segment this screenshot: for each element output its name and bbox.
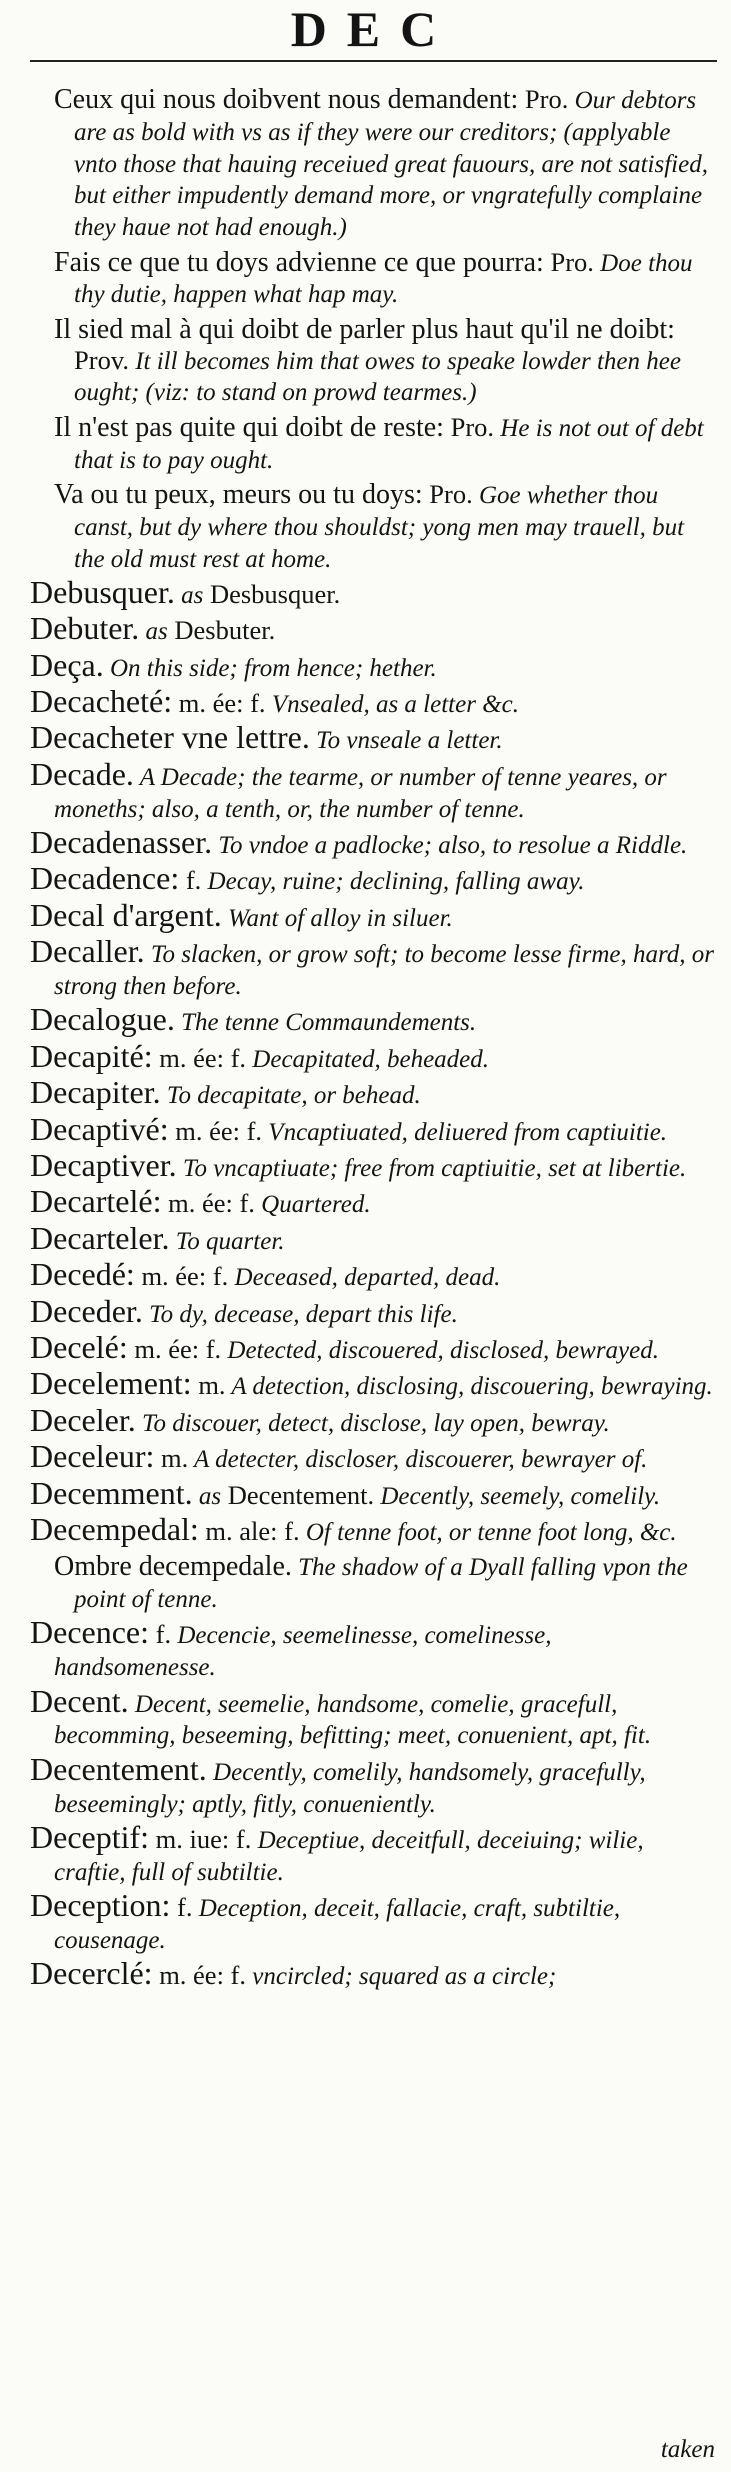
headword: Va ou tu peux, meurs ou tu doys: [54,478,423,510]
english-gloss: Decay, ruine; declining, falling away. [201,868,585,896]
proverb-entry [30,314,717,408]
dictionary-entry [30,824,717,861]
grammar-note: m. ée: f. [152,1960,247,1991]
english-gloss: Detected, discouered, disclosed, bewrayed. [221,1336,659,1364]
english-gloss: The tenne Commaundements. [174,1009,477,1037]
grammar-note: m. ée: f. [134,1261,229,1292]
english-gloss: To slacken, or grow soft; to become lesse firme, hard, or strong then before. [54,941,715,1001]
headword: Decadenasser. [30,824,213,861]
headword: Decentement. [30,1750,207,1787]
dictionary-entry [30,646,717,684]
headword: Decelement: [30,1365,192,1402]
headword: Deceptif: [30,1819,150,1856]
proverb-entry [30,247,717,311]
english-gloss: Our debtors are as bold with vs as if they were our creditors; (applyable vnto those that hauing receiued great fauours, are not satisfied, but either impudently demand more, or vngratefully complaine they haue not had enough.) [74,87,708,242]
headword: Decacheter vne lettre. [30,719,310,756]
english-gloss: To dy, decease, depart this life. [142,1300,458,1328]
headword: Decelé: [30,1328,128,1365]
english-gloss: vncircled; squared as a circle; [246,1963,557,1991]
proverb-entry [30,412,717,476]
english-gloss: as [192,1482,222,1510]
headword: Decalogue. [30,1001,175,1038]
english-gloss: Want of alloy in siluer. [221,904,453,932]
grammar-note: f. [170,1892,193,1923]
proverb-entry [30,479,717,574]
headword: Debuter. [30,610,140,647]
dictionary-entry [30,1955,717,1992]
english-gloss: To vnseale a letter. [309,727,503,755]
english-gloss: Vnsealed, as a letter &c. [265,691,519,719]
grammar-note: m. ale: f. [198,1515,300,1546]
dictionary-entry [30,860,717,897]
english-gloss: To vndoe a padlocke; also, to resolue a Riddle. [212,832,688,860]
grammar-note: f. [149,1619,172,1650]
dictionary-entry [30,755,717,825]
grammar-note: m. ée: f. [172,688,266,719]
proverb-entry [30,84,717,243]
english-gloss: Deceased, departed, dead. [228,1264,501,1292]
english-gloss: It ill becomes him that owes to speake lowder then hee ought; (viz: to stand on prowd tearmes.) [74,347,681,407]
dictionary-entry [30,1037,717,1075]
english-gloss: Decencie, seemelinesse, comelinesse, handsomenesse. [54,1622,552,1682]
english-gloss: To vncaptiuate; free from captiuitie, set at libertie. [176,1154,687,1182]
dictionary-entry [30,1219,717,1257]
headword: Decacheté: [30,683,173,720]
headword: Decedé: [30,1256,135,1293]
dictionary-entry [30,1110,717,1148]
headword: Ceux qui nous doibvent nous demandent: [54,84,519,115]
headword: Decaptiver. [30,1146,177,1183]
headword: Ombre decempedale. [54,1551,292,1583]
headword: Decent. [30,1682,129,1719]
headword: Deceler. [30,1401,136,1438]
english-gloss: Doe thou thy dutie, happen what hap may. [74,249,693,309]
grammar-note: Pro. [543,246,594,277]
headword: Decerclé: [30,1955,153,1992]
english-gloss: Decently, comelily, handsomely, gracefully, beseemingly; aptly, fitly, conueniently. [54,1758,646,1818]
english-gloss: Decapitated, beheaded. [246,1045,490,1073]
dictionary-entry [30,1328,717,1366]
grammar-note: Pro. [518,84,569,114]
dictionary-entry [30,1365,717,1402]
headword: Deceleur: [30,1438,155,1475]
headword: Decapiter. [30,1074,161,1111]
headword: Decarteler. [30,1219,170,1256]
headword: Decade. [30,755,134,792]
dictionary-entry [30,1614,717,1683]
grammar-note: m. iue: f. [149,1824,252,1855]
english-gloss: as [174,581,204,609]
grammar-note: Pro. [443,411,495,442]
headword: Deception: [30,1887,171,1924]
dictionary-entry [30,1510,717,1548]
headword: Decaptivé: [30,1110,169,1147]
dictionary-entry [30,1887,717,1956]
catchword: taken [660,2436,715,2463]
header-rule [30,60,717,62]
dictionary-entry [30,1438,717,1475]
english-gloss: A detecter, discloser, discouerer, bewrayer of. [188,1446,648,1474]
headword: Decapité: [30,1037,153,1074]
english-gloss: as [139,618,168,646]
headword: Decartelé: [30,1183,162,1220]
english-gloss: Vncaptiuated, deliuered from captiuitie. [262,1118,668,1146]
dictionary-entry [30,610,717,647]
dictionary-entry [30,1001,717,1038]
dictionary-entry [30,683,717,720]
dictionary-entry [30,896,717,934]
headword: Debusquer. [30,573,175,610]
headword: Il sied mal à qui doibt de parler plus haut qu'il ne doibt: [54,313,675,345]
grammar-note: m. ée: f. [152,1042,247,1073]
dictionary-entry [30,933,717,1002]
grammar-note: m. ée: f. [168,1115,263,1146]
grammar-note: Decentement. [221,1479,375,1510]
grammar-note: Pro. [422,478,473,509]
english-gloss: To quarter. [169,1227,285,1255]
headword: Decempedal: [30,1510,199,1547]
english-gloss: Quartered. [254,1191,371,1219]
running-head-text: DEC [290,1,457,57]
english-gloss: The shadow of a Dyall falling vpon the point of tenne. [74,1554,688,1614]
english-gloss: A detection, disclosing, discouering, bewraying. [225,1373,713,1401]
english-gloss: On this side; from hence; hether. [103,654,437,682]
headword: Decemment. [30,1474,193,1511]
headword: Il n'est pas quite qui doibt de reste: [54,411,444,443]
english-gloss: To discouer, detect, disclose, lay open, bewray. [135,1409,610,1437]
grammar-note: m. [154,1443,189,1474]
dictionary-entry [30,1682,717,1752]
headword: Decence: [30,1614,150,1651]
dictionary-entry [30,1401,717,1439]
headword: Decaller. [30,933,145,970]
english-gloss: Decently, seemely, comelily. [374,1482,661,1510]
grammar-note: m. ée: f. [127,1333,222,1364]
running-head [30,0,717,60]
dictionary-entry [30,1146,717,1184]
dictionary-entry [30,1074,717,1111]
grammar-note: m. ée: f. [161,1188,255,1219]
english-gloss: He is not out of debt that is to pay ought. [74,414,704,474]
grammar-note: Prov. [74,344,129,375]
headword: Deceder. [30,1292,143,1329]
english-gloss: Decent, seemelie, handsome, comelie, gracefull, becomming, beseeming, befitting; meet, conuenient, apt, fit. [54,1690,652,1750]
grammar-note: f. [179,865,202,896]
english-gloss: Of tenne foot, or tenne foot long, &c. [299,1518,677,1546]
dictionary-entry [30,1750,717,1820]
grammar-note: Desbuter. [167,615,276,646]
proverb-entry [30,1551,717,1615]
dictionary-entry [30,1256,717,1293]
dictionary-entry [30,1474,717,1512]
english-gloss: To decapitate, or behead. [160,1082,421,1110]
dictionary-entry [30,1292,717,1330]
english-gloss: Deceptiue, deceitfull, deceiuing; wilie, craftie, full of subtiltie. [54,1827,644,1886]
headword: Decal d'argent. [30,896,222,933]
dictionary-entry [30,573,717,611]
entry-list [30,84,717,1992]
english-gloss: Goe whether thou canst, but dy where thou shouldst; yong men may trauell, but the old must rest at home. [74,481,685,573]
dictionary-entry [30,719,717,756]
dictionary-entry [30,1819,717,1888]
headword: Fais ce que tu doys advienne ce que pourra: [54,246,544,278]
english-gloss: A Decade; the tearme, or number of tenne yeares, or moneths; also, a tenth, or, the number of tenne. [54,763,667,823]
grammar-note: m. [191,1370,226,1401]
grammar-note: Desbusquer. [203,578,341,609]
headword: Decadence: [30,860,180,897]
english-gloss: Deception, deceit, fallacie, craft, subtiltie, cousenage. [54,1895,621,1955]
headword: Deça. [30,646,104,683]
dictionary-entry [30,1183,717,1220]
